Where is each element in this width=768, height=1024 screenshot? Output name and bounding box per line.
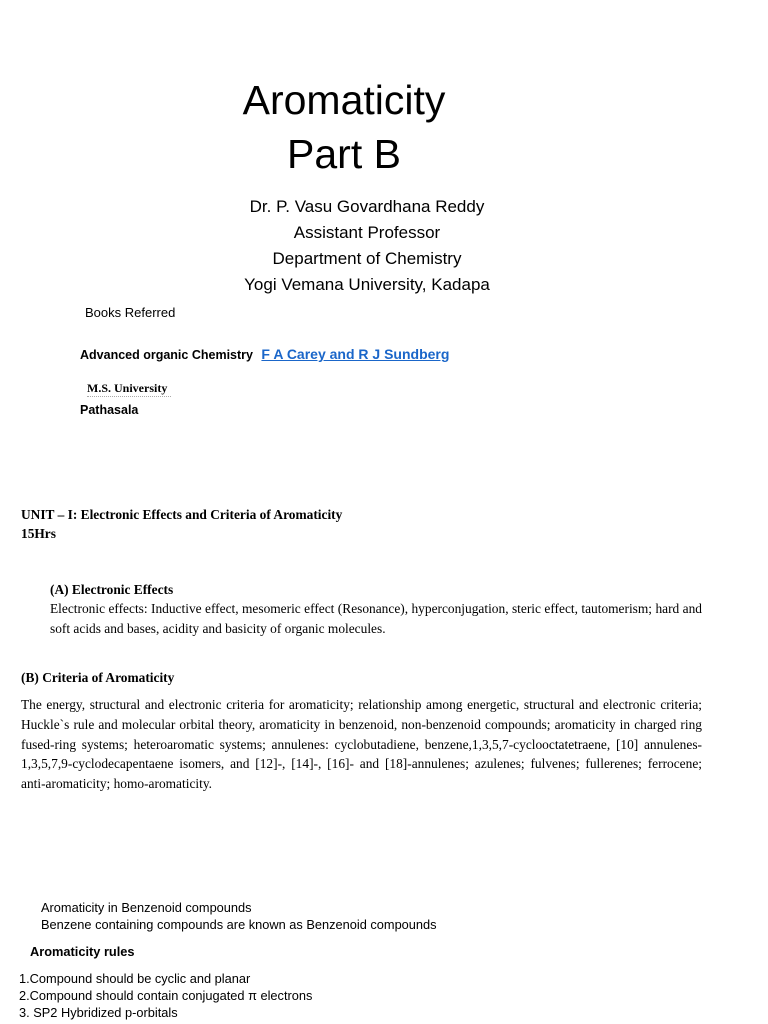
book-1 (80, 346, 449, 364)
author-name: Dr. P. Vasu Govardhana Reddy (249, 197, 485, 216)
benzenoid-heading: Aromaticity in Benzenoid compounds (41, 900, 252, 915)
unit-heading: UNIT – I: Electronic Effects and Criteria of Aromaticity (21, 507, 343, 522)
title-line-2: Part B (287, 131, 401, 177)
section-b-body: The energy, structural and electronic criteria for aromaticity; relationship among energetic, structural and electronic criteria; Huckle`s rule and molecular orbital theory, aromaticity in benzenoid, non-benzenoid compounds; aromaticity in charged ring fused-ring systems; heteroaromatic systems; annulenes: cyclobutadiene, benzene,1,3,5,7-cyclooctatetraene, [10] annulenes-1,3,5,7,9-cyclodecapentaene isomers, and [12]-, [14]-, [16]- and [18]-annulenes; azulenes; fulvenes; fullerenes; ferrocene; anti-aromaticity; homo-aromaticity. (21, 697, 702, 792)
rule-item: 2.Compound should contain conjugated π electrons (19, 988, 313, 1003)
section-a-heading: (A) Electronic Effects (50, 582, 174, 597)
author-university: Yogi Vemana University, Kadapa (244, 275, 490, 294)
title-line-1: Aromaticity (242, 77, 446, 123)
rule-item: 1.Compound should be cyclic and planar (19, 971, 251, 986)
rule-item: 3. SP2 Hybridized p-orbitals (19, 1005, 178, 1020)
books-heading: Books Referred (85, 305, 176, 320)
rules-heading: Aromaticity rules (30, 944, 135, 959)
section-a-body: Electronic effects: Inductive effect, mesomeric effect (Resonance), hyperconjugation, steric effect, tautomerism; hard and soft acids and bases, acidity and basicity of organic molecules. (50, 601, 702, 636)
book-2-pathasala: Pathasala (80, 403, 139, 417)
benzenoid-definition: Benzene containing compounds are known as Benzenoid compounds (41, 917, 437, 932)
section-b-heading: (B) Criteria of Aromaticity (21, 670, 175, 685)
book-2-university: M.S. University (87, 381, 171, 397)
book-1-authors-link[interactable]: F A Carey and R J Sundberg (261, 346, 450, 362)
author-position: Assistant Professor (293, 223, 441, 242)
author-department: Department of Chemistry (272, 249, 462, 268)
book-1-title: Advanced organic Chemistry (80, 348, 253, 362)
unit-hours: 15Hrs (21, 526, 56, 541)
